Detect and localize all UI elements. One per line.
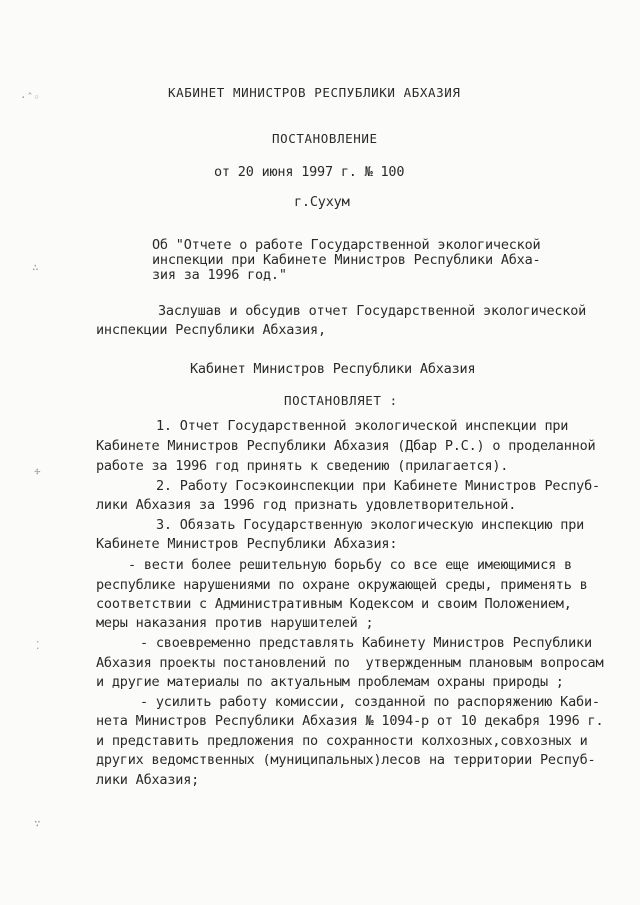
item-1-line: работе за 1996 год принять к сведению (прилагается). [96, 458, 509, 474]
scan-speck: ⁚ [36, 639, 40, 652]
dash-3-line: и представить предложения по сохранности колхозных,совхозных и [96, 733, 588, 749]
resolver: Кабинет Министров Республики Абхазия [190, 361, 476, 377]
dash-3-line: нета Министров Республики Абхазия № 1094-р от 10 декабря 1996 г. [96, 713, 604, 729]
item-3-line: Кабинете Министров Республики Абхазия: [96, 536, 398, 552]
item-1-line: 1. Отчет Государственной экологической инспекции при [156, 418, 569, 434]
item-3-line: 3. Обязать Государственную экологическую инспекцию при [156, 517, 585, 533]
dash-2-line: - своевременно представлять Кабинету Министров Республики [140, 635, 592, 651]
dash-1-line: меры наказания против нарушителей ; [96, 615, 374, 631]
subject-line: инспекции при Кабинете Министров Республики Абха- [152, 252, 541, 268]
date-line: от 20 июня 1997 г. № 100 [214, 164, 405, 180]
dash-2-line: Абхазия проекты постановлений по утвержденным плановым вопросам [96, 655, 604, 671]
item-2-line: 2. Работу Госэкоинспекции при Кабинете Министров Респуб- [156, 478, 600, 494]
dash-1-line: республике нарушениями по охране окружающей среды, применять в [96, 577, 588, 593]
dash-1-line: - вести более решительную борьбу со все еще имеющимися в [128, 557, 572, 573]
city: г.Сухум [294, 194, 350, 210]
dash-3-line: лики Абхазия; [96, 772, 200, 788]
scan-speck: ∻ [34, 465, 41, 478]
resolves: ПОСТАНОВЛЯЕТ : [284, 393, 398, 408]
dash-3-line: других ведомственных (муниципальных)лесов на территории Респуб- [96, 752, 596, 768]
dash-1-line: соответствии с Административным Кодексом и своим Положением, [96, 596, 572, 612]
subject-line: зия за 1996 год." [152, 267, 287, 283]
doc-type: ПОСТАНОВЛЕНИЕ [272, 131, 378, 146]
subject-line: Об "Отчете о работе Государственной экологической [152, 237, 541, 253]
dash-3-line: - усилить работу комиссии, созданной по распоряжению Каби- [140, 694, 600, 710]
scan-speck: ·ˆ◦ [20, 91, 40, 104]
scan-speck: ∴ [32, 261, 39, 274]
dash-2-line: и другие материалы по актуальным проблемам охраны природы ; [96, 674, 564, 690]
scan-speck: ∵ [34, 817, 41, 830]
org-title: КАБИНЕТ МИНИСТРОВ РЕСПУБЛИКИ АБХАЗИЯ [168, 85, 461, 100]
preamble-line: инспекции Республики Абхазия, [96, 322, 326, 338]
preamble-line: Заслушав и обсудив отчет Государственной экологической [158, 303, 587, 319]
item-2-line: лики Абхазия за 1996 год признать удовлетворительной. [96, 497, 517, 513]
item-1-line: Кабинете Министров Республики Абхазия (Дбар Р.С.) о проделанной [96, 438, 596, 454]
